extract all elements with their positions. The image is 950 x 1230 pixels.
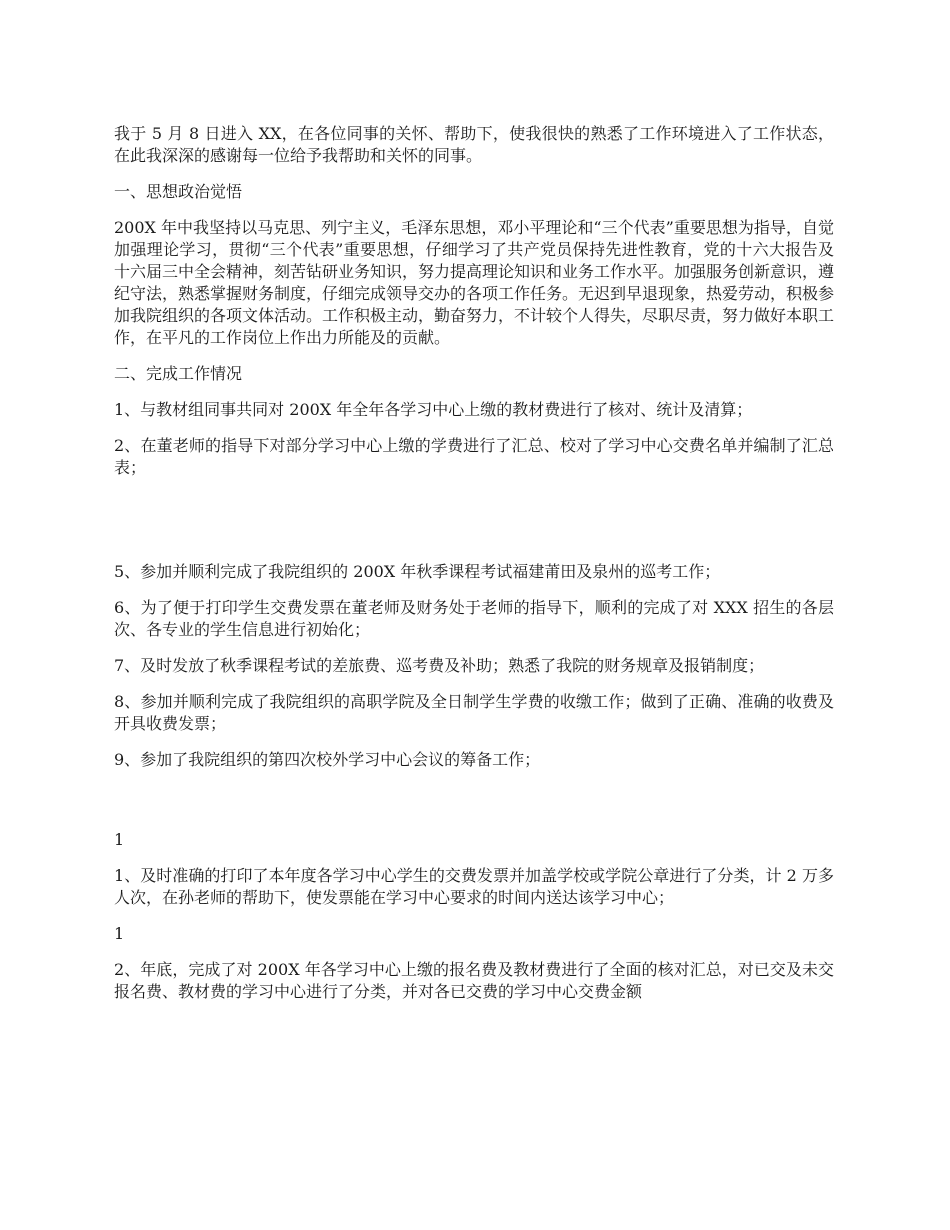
ideology-paragraph: 200X 年中我坚持以马克思、列宁主义，毛泽东思想，邓小平理论和“三个代表”重要思想为指导，自觉加强理论学习，贯彻“三个代表”重要思想，仔细学习了共产党员保持先进性教育，党的十六大报告及十六届三中全会精神，刻苦钻研业务知识，努力提高理论知识和业务工作水平。加强服务创新意识，遵纪守法，熟悉掌握财务制度，仔细完成领导交办的各项工作任务。无迟到早退现象，热爱劳动，积极参加我院组织的各项文体活动。工作积极主动，勤奋努力，不计较个人得失，尽职尽责，努力做好本职工作，在平凡的工作岗位上作出力所能及的贡献。 xyxy=(114,218,835,347)
invoice-item-1: 1、及时准确的打印了本年度各学习中心学生的交费发票并加盖学校或学院公章进行了分类，计 2 万多人次，在孙老师的帮助下，使发票能在学习中心要求的时间内送达该学习中心； xyxy=(114,866,834,907)
section-heading-ideology: 一、思想政治觉悟 xyxy=(114,182,243,201)
blank-gap xyxy=(114,493,834,561)
blank-gap xyxy=(114,785,834,829)
work-item-6: 6、为了便于打印学生交费发票在董老师及财务处于老师的指导下，顺利的完成了对 XXX 招生的各层次、各专业的学生信息进行初始化； xyxy=(114,598,834,639)
document-page xyxy=(114,123,834,1017)
section-number: 1 xyxy=(114,830,125,849)
work-item-8: 8、参加并顺利完成了我院组织的高职学院及全日制学生学费的收缴工作；做到了正确、准确的收费及开具收费发票； xyxy=(114,692,834,733)
summary-item-2: 2、年底，完成了对 200X 年各学习中心上缴的报名费及教材费进行了全面的核对汇总，对已交及未交报名费、教材费的学习中心进行了分类，并对各已交费的学习中心交费金额 xyxy=(114,960,834,1001)
section-heading-work: 二、完成工作情况 xyxy=(114,364,243,383)
work-item-1: 1、与教材组同事共同对 200X 年全年各学习中心上缴的教材费进行了核对、统计及清算； xyxy=(114,400,753,419)
intro-paragraph: 我于 5 月 8 日进入 XX，在各位同事的关怀、帮助下，使我很快的熟悉了工作环境进入了工作状态，在此我深深的感谢每一位给予我帮助和关怀的同事。 xyxy=(114,124,834,165)
work-item-9: 9、参加了我院组织的第四次校外学习中心会议的筹备工作； xyxy=(114,750,541,769)
section-number: 1 xyxy=(114,924,125,943)
work-item-5: 5、参加并顺利完成了我院组织的 200X 年秋季课程考试福建莆田及泉州的巡考工作； xyxy=(114,562,721,581)
work-item-7: 7、及时发放了秋季课程考试的差旅费、巡考费及补助；熟悉了我院的财务规章及报销制度； xyxy=(114,656,765,675)
work-item-2: 2、在董老师的指导下对部分学习中心上缴的学费进行了汇总、校对了学习中心交费名单并编制了汇总表； xyxy=(114,436,834,477)
